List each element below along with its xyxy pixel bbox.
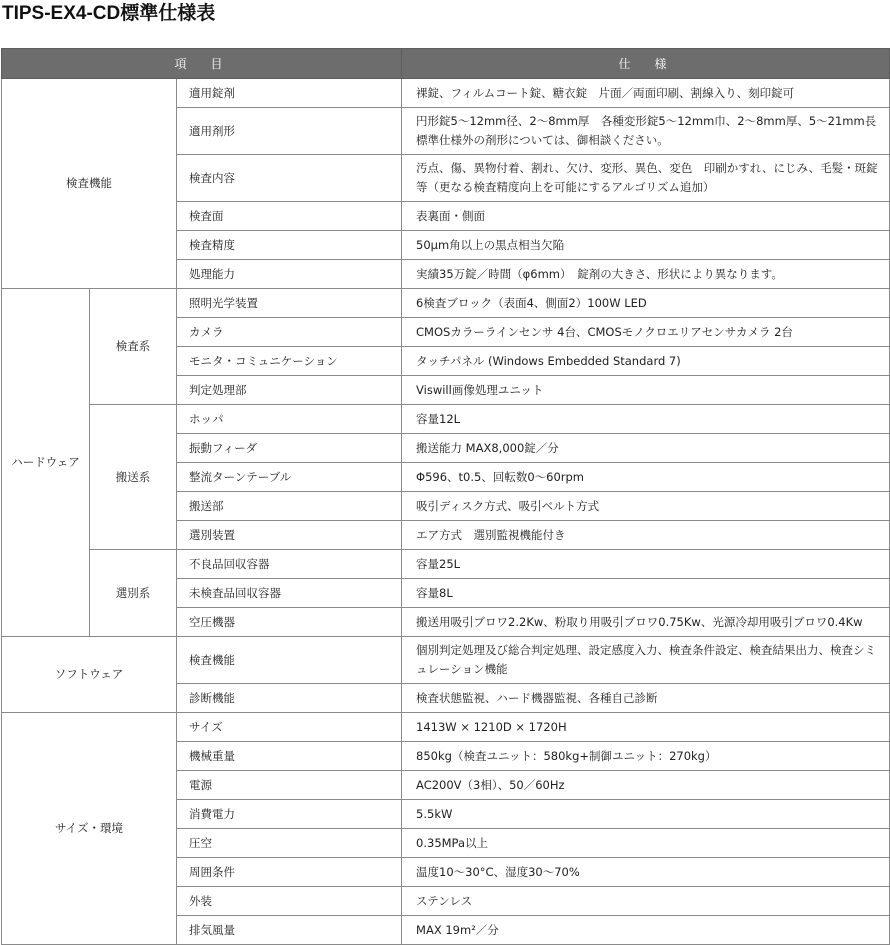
header-item: 項 目: [2, 49, 402, 79]
subcategory-inspection-system: 検査系: [90, 289, 177, 405]
item-label: 照明光学装置: [177, 289, 402, 318]
item-value: 1413W × 1210D × 1720H: [402, 713, 890, 742]
item-value: AC200V（3相）、50／60Hz: [402, 771, 890, 800]
item-value: 搬送用吸引ブロワ2.2Kw、粉取り用吸引ブロワ0.75Kw、光源冷却用吸引ブロワ0.4Kw: [402, 608, 890, 637]
item-label: 未検査品回収容器: [177, 579, 402, 608]
item-value: 検査状態監視、ハード機器監視、各種自己診断: [402, 684, 890, 713]
item-value: 吸引ディスク方式、吸引ベルト方式: [402, 492, 890, 521]
item-label: 検査面: [177, 202, 402, 231]
item-label: 不良品回収容器: [177, 550, 402, 579]
item-value: ステンレス: [402, 887, 890, 916]
item-value: CMOSカラーラインセンサ 4台、CMOSモノクロエリアセンサカメラ 2台: [402, 318, 890, 347]
item-label: 排気風量: [177, 916, 402, 945]
item-label: 消費電力: [177, 800, 402, 829]
item-value: 0.35MPa以上: [402, 829, 890, 858]
item-value: 50μm角以上の黒点相当欠陥: [402, 231, 890, 260]
category-hardware: ハードウェア: [2, 289, 90, 637]
item-value: 搬送能力 MAX8,000錠／分: [402, 434, 890, 463]
item-value: MAX 19m²／分: [402, 916, 890, 945]
item-label: モニタ・コミュニケーション: [177, 347, 402, 376]
item-label: 検査機能: [177, 637, 402, 684]
item-value: 850kg（検査ユニット：580kg+制御ユニット：270kg）: [402, 742, 890, 771]
item-label: 振動フィーダ: [177, 434, 402, 463]
item-label: 検査内容: [177, 155, 402, 202]
item-label: 診断機能: [177, 684, 402, 713]
item-value: 汚点、傷、異物付着、割れ、欠け、変形、異色、変色 印刷かすれ、にじみ、毛髪・斑錠等（更なる検査精度向上を可能にするアルゴリズム追加）: [402, 155, 890, 202]
item-value: 容量12L: [402, 405, 890, 434]
item-label: 外装: [177, 887, 402, 916]
item-label: ホッパ: [177, 405, 402, 434]
table-row: [2, 713, 890, 742]
item-value: 6検査ブロック（表面4、側面2）100W LED: [402, 289, 890, 318]
item-label: サイズ: [177, 713, 402, 742]
spec-table: [1, 48, 890, 945]
item-label: 機械重量: [177, 742, 402, 771]
item-value: 容量8L: [402, 579, 890, 608]
item-label: 電源: [177, 771, 402, 800]
item-label: 整流ターンテーブル: [177, 463, 402, 492]
item-label: 選別装置: [177, 521, 402, 550]
item-value: 円形錠5～12mm径、2～8mm厚 各種変形錠5～12mm巾、2～8mm厚、5～21mm長 標準仕様外の剤形については、御相談ください。: [402, 108, 890, 155]
item-label: 適用剤形: [177, 108, 402, 155]
subcategory-sorting-system: 選別系: [90, 550, 177, 637]
category-software: ソフトウェア: [2, 637, 177, 713]
item-value: エア方式 選別監視機能付き: [402, 521, 890, 550]
item-value: 表裏面・側面: [402, 202, 890, 231]
item-label: 検査精度: [177, 231, 402, 260]
item-label: 搬送部: [177, 492, 402, 521]
category-inspection: 検査機能: [2, 79, 177, 289]
item-label: 空圧機器: [177, 608, 402, 637]
category-size-environment: サイズ・環境: [2, 713, 177, 945]
item-value: タッチパネル (Windows Embedded Standard 7): [402, 347, 890, 376]
table-row: [2, 637, 890, 684]
table-row: [2, 79, 890, 108]
item-value: 個別判定処理及び総合判定処理、設定感度入力、検査条件設定、検査結果出力、検査シミュレーション機能: [402, 637, 890, 684]
item-value: 容量25L: [402, 550, 890, 579]
item-label: 処理能力: [177, 260, 402, 289]
item-label: 圧空: [177, 829, 402, 858]
table-row: [2, 289, 890, 318]
item-value: 裸錠、フィルムコート錠、糖衣錠 片面／両面印刷、割線入り、刻印錠可: [402, 79, 890, 108]
item-value: 温度10～30°C、湿度30～70%: [402, 858, 890, 887]
page-title: TIPS-EX4-CD標準仕様表: [2, 3, 216, 24]
item-value: 5.5kW: [402, 800, 890, 829]
item-value: Φ596、t0.5、回転数0～60rpm: [402, 463, 890, 492]
item-label: 周囲条件: [177, 858, 402, 887]
item-label: 適用錠剤: [177, 79, 402, 108]
table-row: [2, 550, 890, 579]
item-label: カメラ: [177, 318, 402, 347]
subcategory-transport-system: 搬送系: [90, 405, 177, 550]
item-value: 実績35万錠／時間（φ6mm） 錠剤の大きさ、形状により異なります。: [402, 260, 890, 289]
item-value: Viswill画像処理ユニット: [402, 376, 890, 405]
item-label: 判定処理部: [177, 376, 402, 405]
header-spec: 仕 様: [402, 49, 890, 79]
table-row: [2, 405, 890, 434]
